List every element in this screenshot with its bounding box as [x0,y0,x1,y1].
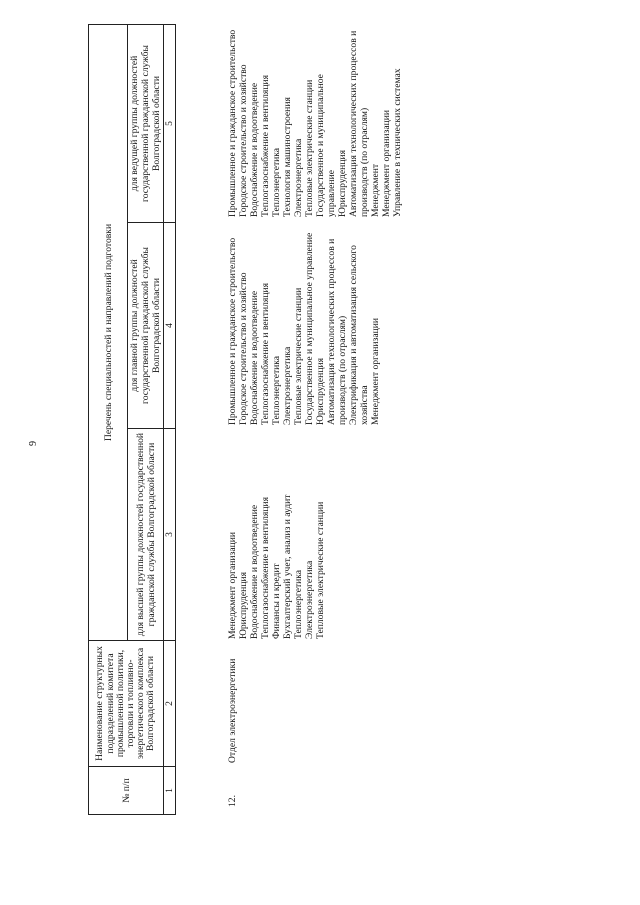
list-item: Городское строительство и хозяйство [238,64,249,217]
list-item: Теплоэнергетика [293,569,304,639]
list-item: Теплоэнергетика [271,355,282,425]
list-item: Менеджмент организации [381,110,392,217]
list-item: Теплоэнергетика [271,147,282,217]
list-item: Тепловые электрические станции [315,501,326,639]
list-item: Электроэнергетика [282,346,293,425]
main-group-specialties [227,225,381,425]
list-item: Электрификация и автоматизация сельского хозяйства [348,245,370,425]
header-higher: для высшей группы должностей государственной гражданской службы Волгоградской области [128,429,164,641]
list-item: Юриспруденция [238,571,249,639]
list-item: Государственное и муниципальное управление [315,74,337,217]
column-number-3: 3 [164,429,176,641]
list-item: Менеджмент организации [370,318,381,425]
list-item: Автоматизация технологических процессов и производств (по отраслям) [326,238,348,425]
list-item: Тепловые электрические станции [293,287,304,425]
list-item: Юриспруденция [337,149,348,217]
page-number: 9 [28,441,39,446]
list-item: Менеджмент [370,163,381,217]
list-item: Водоснабжение и водоотведение [249,504,260,639]
header-department: Наименование структурных подразделений комитета промышленной политики, торговли и топливно-энергетического комплекса Волгоградской области [89,641,164,767]
list-item: Государственное и муниципальное управление [304,232,315,425]
header-main: для главной группы должностей государственной гражданской службы Волгоградской области [128,223,164,429]
header-number: № п/п [89,767,164,815]
higher-group-specialties [227,431,326,639]
list-item: Юриспруденция [315,357,326,425]
column-number-2: 2 [164,641,176,767]
list-item: Управление в технических системах [392,68,403,217]
document-table-area [88,25,588,815]
column-number-4: 4 [164,223,176,429]
column-number-1: 1 [164,767,176,815]
list-item: Технология машиностроения [282,97,293,217]
header-leading: для ведущей группы должностей государственной гражданской службы Волгоградской области [128,24,164,222]
list-item: Бухгалтерский учет, анализ и аудит [282,494,293,639]
list-item: Промышленное и гражданское строительство [227,237,238,425]
specialties-table [88,24,176,815]
list-item: Теплогазоснабжение и вентиляция [260,496,271,639]
list-item: Городское строительство и хозяйство [238,272,249,425]
list-item: Промышленное и гражданское строительство [227,29,238,217]
column-number-5: 5 [164,24,176,222]
list-item: Финансы и кредит [271,563,282,639]
header-row-top [89,24,128,814]
header-group: Перечень специальностей и направлений подготовки [89,24,128,640]
list-item: Водоснабжение и водоотведение [249,82,260,217]
list-item: Электроэнергетика [293,138,304,217]
column-numbers-row [164,24,176,814]
department-name: Отдел электроэнергетики [227,658,238,763]
row-number: 12. [227,795,238,807]
list-item: Менеджмент организации [227,532,238,639]
list-item: Теплогазоснабжение и вентиляция [260,74,271,217]
list-item: Тепловые электрические станции [304,79,315,217]
list-item: Электроэнергетика [304,560,315,639]
list-item: Автоматизация технологических процессов и производств (по отраслям) [348,30,370,217]
table-row-12 [227,25,587,815]
list-item: Водоснабжение и водоотведение [249,290,260,425]
list-item: Теплогазоснабжение и вентиляция [260,282,271,425]
leading-group-specialties [227,25,403,217]
